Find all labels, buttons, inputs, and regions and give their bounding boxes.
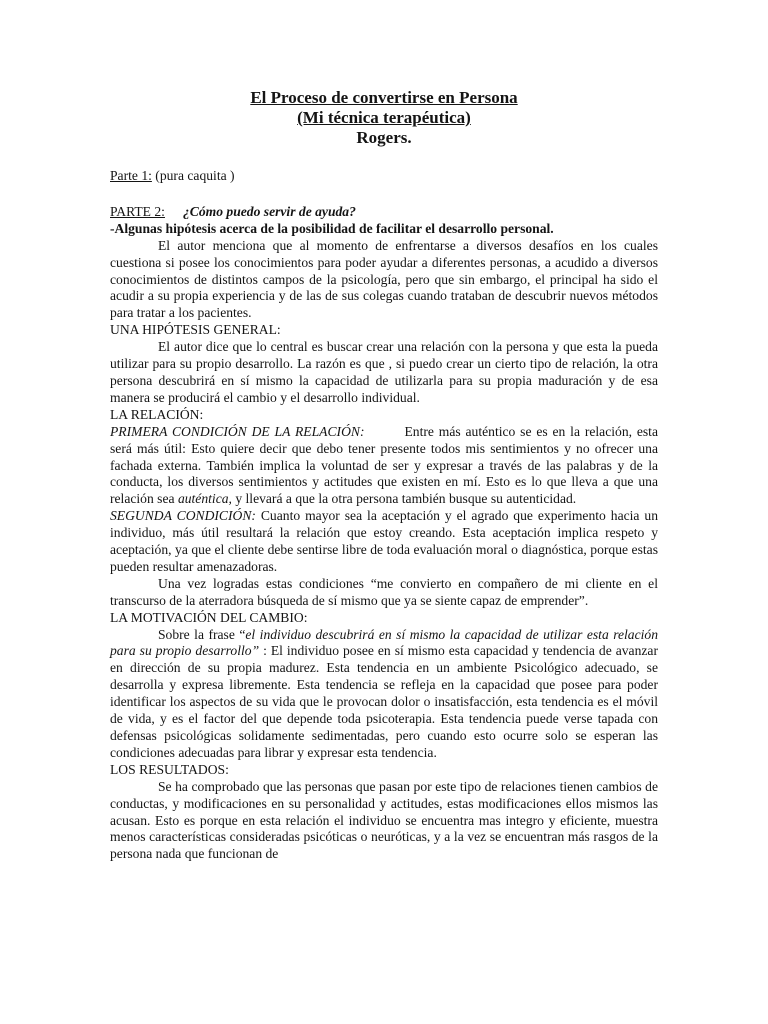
parte-2-subtitle: -Algunas hipótesis acerca de la posibilidad de facilitar el desarrollo personal. <box>110 220 554 236</box>
segunda-condicion-paragraph <box>110 508 658 576</box>
parte-1-text: (pura caquita ) <box>151 168 235 183</box>
document-title <box>110 88 658 148</box>
parte-1-label: Parte 1: <box>110 168 152 183</box>
primera-condicion-label: PRIMERA CONDICIÓN DE LA RELACIÓN: <box>110 423 365 439</box>
primera-condicion-text-a: Entre más auténtico se es en la relación, esta será más útil: Esto quiere decir que debo tener presente todos mis sentimientos y no ofrecer una fachada externa. También implica la voluntad de ser y expresar a través de las palabras y de la conducta, los diversos sentimientos y actitudes que existen en mí. Esto es lo que lleva a que una relación sea <box>110 423 658 507</box>
title-line-1: El Proceso de convertirse en Persona <box>250 88 518 107</box>
hipotesis-paragraph: El autor dice que lo central es buscar crear una relación con la persona y que esta la pueda utilizar para su propio desarrollo. La razón es que , si puedo crear un cierto tipo de relación, la otra persona descubrirá en sí mismo la capacidad de utilizarla para su propia maduración y de esa manera se producirá el cambio y el desarrollo individual. <box>110 339 658 405</box>
primera-condicion-italic: auténtica, <box>177 491 232 507</box>
primera-condicion-text-b: y llevará a que la otra persona también busque su autenticidad. <box>231 491 577 507</box>
primera-condicion-paragraph <box>110 424 658 509</box>
parte-2-paragraph: El autor menciona que al momento de enfrentarse a diversos desafíos en los cuales cuestiona si posee los conocimientos para poder ayudar a diferentes personas, a acudido a diversos conocimientos de distintos campos de la psicología, pero que sin embargo, el principal ha sido el acudir a su propia experiencia y de las de sus colegas cuando trataban de descubrir nuevos métodos para tratar a los pacientes. <box>110 237 658 321</box>
author-name: Rogers. <box>356 128 412 147</box>
resultados-heading: LOS RESULTADOS: <box>110 761 229 777</box>
parte-2-question: ¿Cómo puedo servir de ayuda? <box>182 203 356 219</box>
hipotesis-heading: UNA HIPÓTESIS GENERAL: <box>110 322 281 338</box>
document-body <box>110 168 658 863</box>
parte-1-line <box>110 168 658 185</box>
motivacion-text-b: : El individuo posee en sí mismo esta capacidad y tendencia de avanzar en dirección de su propia madurez. Esta tendencia en un ambiente Psicológico adecuado, se desarrolla y expresa libremente. Esta tendencia se refleja en la capacidad que posee para poder identificar los aspectos de su vida que le provocan dolor o insatisfacción, esta tendencia es el móvil de vida, y es el factor del que depende toda psicoterapia. Esta tendencia puede verse tapada con defensas psicológicas solidamente sedimentadas, pero cuando esto ocurre solo se esperan las condiciones adecuadas para librar y expresar esta tendencia. <box>110 643 658 760</box>
parte-2-line <box>110 204 658 221</box>
motivacion-quote: el individuo descubrirá en sí mismo la capacidad de utilizar esta relación para su propio desarrollo” <box>110 626 659 659</box>
segunda-condicion-label: SEGUNDA CONDICIÓN: <box>110 508 256 524</box>
segunda-condicion-text: Cuanto mayor sea la aceptación y el agrado que experimento hacia un individuo, más útil resultará la relación que estoy creando. Esta aceptación implica respeto y aceptación, ya que el cliente debe sentirse libre de toda evaluación moral o diagnóstica, porque estas pueden resultar amenazadoras. <box>110 508 658 574</box>
motivacion-heading: LA MOTIVACIÓN DEL CAMBIO: <box>110 609 308 625</box>
motivacion-paragraph <box>110 627 658 762</box>
motivacion-text-a: Sobre la frase “ <box>158 626 246 642</box>
relacion-heading: LA RELACIÓN: <box>110 406 204 422</box>
title-line-2: (Mi técnica terapéutica) <box>297 108 471 127</box>
resultados-paragraph: Se ha comprobado que las personas que pasan por este tipo de relaciones tienen cambios de conductas, y modificaciones en su personalidad y actitudes, estas modificaciones ellos mismos las acusan. Esto es porque en esta relación el individuo se encuentra mas integro y eficiente, muestra menos características consideradas psicóticas o neuróticas, y a la vez se encuentran más rasgos de la persona nada que funcionan de <box>110 778 658 862</box>
relacion-paragraph-3: Una vez logradas estas condiciones “me convierto en compañero de mi cliente en el transcurso de la aterradora búsqueda de sí mismo que ya se siente capaz de emprender”. <box>110 575 658 608</box>
parte-2-label: PARTE 2: <box>110 203 165 219</box>
